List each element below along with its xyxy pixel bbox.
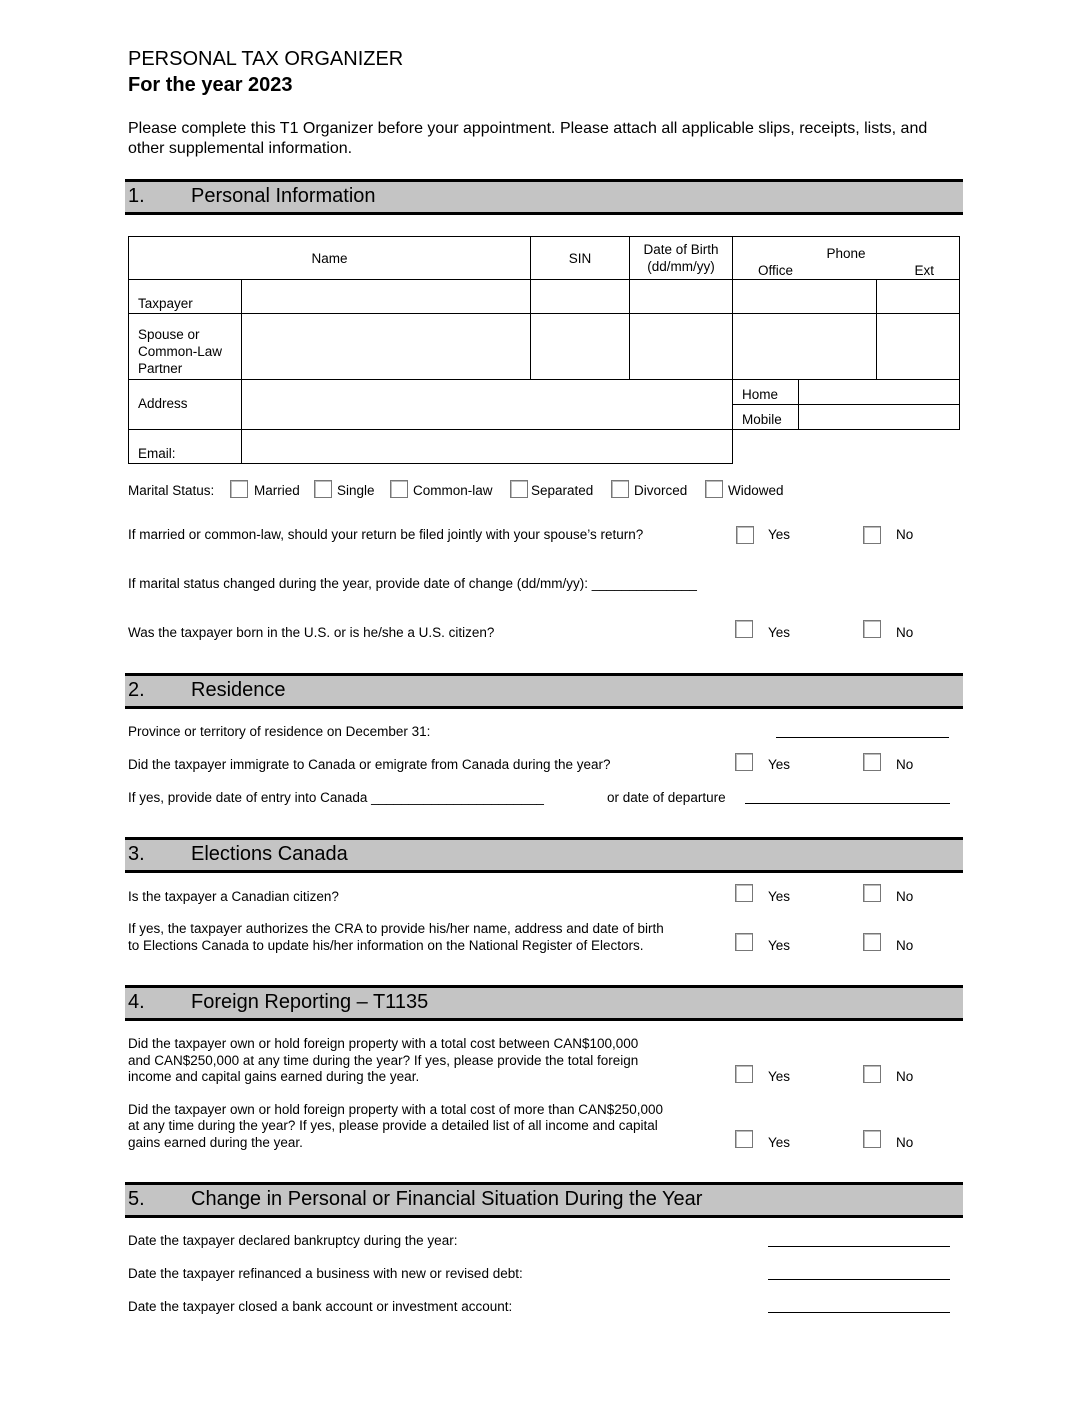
joint-filing-yes-checkbox[interactable] <box>736 526 754 544</box>
departure-date-field[interactable] <box>745 803 950 804</box>
personal-info-table <box>128 236 960 464</box>
spouse-office-phone-field[interactable] <box>733 314 877 380</box>
foreign2-question-line-2: at any time during the year? If yes, please provide a detailed list of all income and capital <box>128 1118 658 1133</box>
section-header-personal-information <box>125 179 963 215</box>
col-header-office: Office <box>758 263 794 278</box>
section-number: 4. <box>128 991 145 1013</box>
canadian-citizen-question: Is the taxpayer a Canadian citizen? <box>128 889 339 904</box>
joint-filing-question: If married or common-law, should your return be filed jointly with your spouse’s return? <box>128 527 644 542</box>
separated-label: Separated <box>531 483 594 498</box>
form-year: For the year 2023 <box>128 74 293 96</box>
section-title: Residence <box>191 679 286 701</box>
section-number: 1. <box>128 185 145 207</box>
us-citizen-question: Was the taxpayer born in the U.S. or is he/she a U.S. citizen? <box>128 625 495 640</box>
immigrate-no-checkbox[interactable] <box>863 753 881 771</box>
married-label: Married <box>254 483 300 498</box>
col-header-name: Name <box>129 237 531 280</box>
yes-label: Yes <box>768 889 791 904</box>
taxpayer-name-field[interactable] <box>242 280 531 314</box>
section-title: Elections Canada <box>191 843 348 865</box>
section-number: 3. <box>128 843 145 865</box>
foreign1-no-checkbox[interactable] <box>863 1065 881 1083</box>
taxpayer-office-phone-field[interactable] <box>733 280 877 314</box>
refinanced-question: Date the taxpayer refinanced a business with new or revised debt: <box>128 1266 523 1281</box>
col-header-phone <box>733 237 960 280</box>
form-title: PERSONAL TAX ORGANIZER <box>128 48 404 70</box>
row-label-mobile: Mobile <box>733 405 799 430</box>
section-header-residence <box>125 673 963 709</box>
closed-account-question: Date the taxpayer closed a bank account or investment account: <box>128 1299 513 1314</box>
bankruptcy-date-field[interactable] <box>768 1246 950 1247</box>
foreign2-question-line-1: Did the taxpayer own or hold foreign property with a total cost of more than CAN$250,000 <box>128 1102 664 1117</box>
spouse-ext-field[interactable] <box>877 314 960 380</box>
foreign2-question-line-3: gains earned during the year. <box>128 1135 303 1150</box>
foreign1-yes-checkbox[interactable] <box>735 1065 753 1083</box>
section-title: Foreign Reporting – T1135 <box>191 991 429 1013</box>
row-label-email: Email: <box>129 430 242 464</box>
section-title: Change in Personal or Financial Situation During the Year <box>191 1188 703 1210</box>
section-header-foreign-reporting <box>125 985 963 1021</box>
province-question: Province or territory of residence on December 31: <box>128 724 431 739</box>
no-label: No <box>896 757 914 772</box>
section-number: 5. <box>128 1188 145 1210</box>
blank-cell <box>733 430 960 464</box>
bankruptcy-question: Date the taxpayer declared bankruptcy during the year: <box>128 1233 458 1248</box>
no-label: No <box>896 938 914 953</box>
no-label: No <box>896 1069 914 1084</box>
canadian-citizen-no-checkbox[interactable] <box>863 884 881 902</box>
col-header-dob-label: Date of Birth (dd/mm/yy) <box>643 242 719 274</box>
authorize-yes-checkbox[interactable] <box>735 933 753 951</box>
row-label-address: Address <box>129 380 242 430</box>
widowed-label: Widowed <box>728 483 784 498</box>
authorize-question-line-1: If yes, the taxpayer authorizes the CRA to provide his/her name, address and date of birth <box>128 921 664 936</box>
section-title: Personal Information <box>191 185 376 207</box>
no-label: No <box>896 1135 914 1150</box>
widowed-checkbox[interactable] <box>705 480 723 498</box>
spouse-name-field[interactable] <box>242 314 531 380</box>
taxpayer-dob-field[interactable] <box>630 280 733 314</box>
col-header-dob <box>630 237 733 280</box>
authorize-question-line-2: to Elections Canada to update his/her information on the National Register of Electors. <box>128 938 644 953</box>
separated-checkbox[interactable] <box>510 480 528 498</box>
yes-label: Yes <box>768 938 791 953</box>
common-law-checkbox[interactable] <box>390 480 408 498</box>
section-number: 2. <box>128 679 145 701</box>
col-header-ext: Ext <box>914 263 934 278</box>
email-field[interactable] <box>242 430 733 464</box>
canadian-citizen-yes-checkbox[interactable] <box>735 884 753 902</box>
immigrate-yes-checkbox[interactable] <box>735 753 753 771</box>
us-citizen-yes-checkbox[interactable] <box>735 620 753 638</box>
us-citizen-no-checkbox[interactable] <box>863 620 881 638</box>
no-label: No <box>896 889 914 904</box>
yes-label: Yes <box>768 757 791 772</box>
home-phone-field[interactable] <box>799 380 960 405</box>
foreign1-question-line-1: Did the taxpayer own or hold foreign property with a total cost between CAN$100,000 <box>128 1036 639 1051</box>
refinanced-date-field[interactable] <box>768 1279 950 1280</box>
form-instructions: Please complete this T1 Organizer before your appointment. Please attach all applicable slips, receipts, lists, and other supplemental information. <box>128 120 928 157</box>
entry-date-question: If yes, provide date of entry into Canada _______________________ <box>128 790 544 805</box>
foreign2-yes-checkbox[interactable] <box>735 1130 753 1148</box>
yes-label: Yes <box>768 625 791 640</box>
divorced-checkbox[interactable] <box>611 480 629 498</box>
address-field[interactable] <box>242 380 733 430</box>
status-change-question: If marital status changed during the year, provide date of change (dd/mm/yy): ______________ <box>128 576 697 591</box>
province-field[interactable] <box>776 737 949 738</box>
no-label: No <box>896 625 914 640</box>
yes-label: Yes <box>768 527 791 542</box>
married-checkbox[interactable] <box>230 480 248 498</box>
authorize-no-checkbox[interactable] <box>863 933 881 951</box>
taxpayer-sin-field[interactable] <box>531 280 630 314</box>
joint-filing-no-checkbox[interactable] <box>863 526 881 544</box>
single-label: Single <box>337 483 375 498</box>
spouse-dob-field[interactable] <box>630 314 733 380</box>
row-label-taxpayer: Taxpayer <box>129 280 242 314</box>
foreign2-no-checkbox[interactable] <box>863 1130 881 1148</box>
common-law-label: Common-law <box>413 483 493 498</box>
spouse-sin-field[interactable] <box>531 314 630 380</box>
col-header-sin: SIN <box>531 237 630 280</box>
col-header-phone-label: Phone <box>826 246 866 261</box>
row-label-spouse: Spouse or Common-Law Partner <box>129 314 242 380</box>
foreign1-question-line-2: and CAN$250,000 at any time during the year? If yes, please provide the total foreign <box>128 1053 639 1068</box>
foreign1-question-line-3: income and capital gains earned during the year. <box>128 1069 420 1084</box>
no-label: No <box>896 527 914 542</box>
yes-label: Yes <box>768 1069 791 1084</box>
mobile-phone-field[interactable] <box>799 405 960 430</box>
immigrate-question: Did the taxpayer immigrate to Canada or emigrate from Canada during the year? <box>128 757 611 772</box>
departure-date-label: or date of departure <box>607 790 726 805</box>
section-header-elections-canada <box>125 837 963 873</box>
yes-label: Yes <box>768 1135 791 1150</box>
closed-account-date-field[interactable] <box>768 1312 950 1313</box>
section-header-change-in-situation <box>125 1182 963 1218</box>
taxpayer-ext-field[interactable] <box>877 280 960 314</box>
divorced-label: Divorced <box>634 483 688 498</box>
row-label-home: Home <box>733 380 799 405</box>
marital-status-label: Marital Status: <box>128 483 215 498</box>
single-checkbox[interactable] <box>314 480 332 498</box>
